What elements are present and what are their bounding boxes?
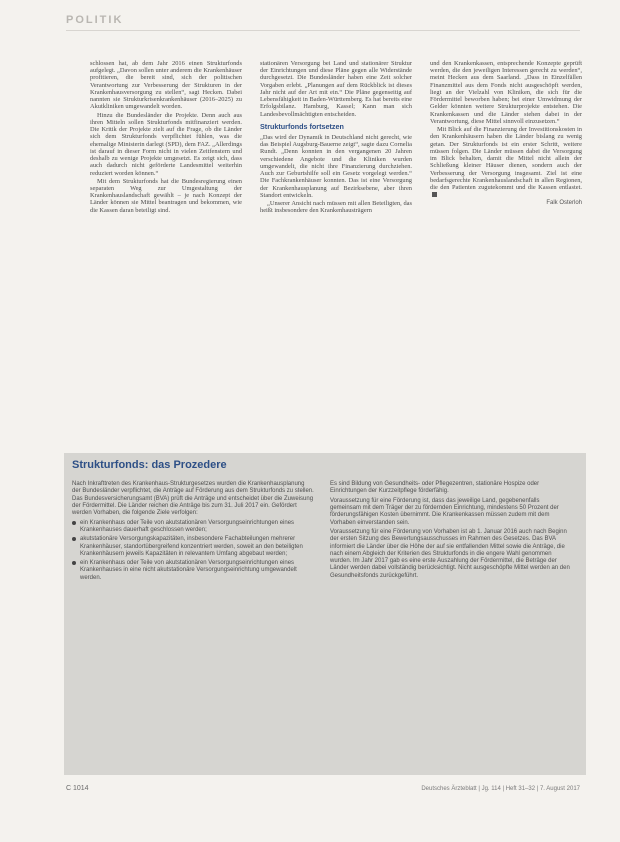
paragraph: schlossen hat, ab dem Jahr 2016 einen Strukturfonds aufgelegt. „Davon sollen unter anderem die Krankenhäuser profitieren, die bereit sind, sich der politischen Verantwortung zur Verbesserung der Strukturen in der Krankenhausversorgung zu stellen“, sagt Hecken. Dabei nannten sie Strukturkrisenkrankenhäuser (2016–2025) zu Akutkliniken umgewandelt worden. (90, 60, 242, 111)
article-column-1 (90, 60, 242, 215)
box-column-1 (72, 481, 314, 584)
paragraph: und den Krankenkassen, entsprechende Konzepte geprüft werden, die den jeweiligen Interessen gerecht zu werden“, meint Hecken aus dem Saarland. „Dass in Einzelfällen Finanzmittel aus dem Fonds nicht ausgeschöpft werden, liegt an der Vielzahl von Kliniken, die sich für die Fördermittel beworben haben; bei einer Umwidmung der Gelder könnten weitere Strukturprojekte entstehen. Die Krankenkassen und die Länder stehen dabei in der Verantwortung, diese Mittel sinnvoll einzusetzen.“ (430, 60, 582, 125)
paragraph: Mit Blick auf die Finanzierung der Investitionskosten in den Krankenhäusern haben die Länder bislang zu wenig getan. Der Strukturfonds ist ein erster Schritt, weitere müssen folgen. Die Länder müssen dabei die Versorgung im Blick behalten, damit die Mittel nicht allein der Schließung kleiner Häuser dienen, sondern auch der Verbesserung der Versorgung insgesamt. Ziel ist eine bedarfsgerechte Krankenhauslandschaft in allen Regionen, die den Patienten zugutekommt und die Kassen entlastet. (430, 126, 582, 198)
list-item-text: ein Krankenhaus oder Teile von akutstationären Versorgungseinrichtungen eines Krankenhauses dauerhaft geschlossen werden; (80, 519, 295, 533)
box-title: Strukturfonds: das Prozedere (72, 459, 227, 471)
box-paragraph: Voraussetzung für eine Förderung ist, dass das jeweilige Land, gegebenenfalls gemeinsam mit dem Träger der zu fördernden Einrichtung, mindestens 50 Prozent der förderungsfähigen Kosten übernimmt. Die Krankenkassen müssen zudem mit dem Vorhaben einverstanden sein. (330, 497, 559, 526)
article-column-3 (430, 60, 582, 207)
list-item (72, 536, 314, 558)
box-intro: Nach Inkrafttreten des Krankenhaus-Strukturgesetzes wurden die Krankenhausplanung der Bundesländer verpflichtet, die Anträge auf Förderung aus dem Strukturfonds zu stellen. Das Bundesversicherungsamt (BVA) prüft die Anträge und entscheidet über die Zuweisung der Fördermittel. Die Länder reichen die Anträge bis zum 31. Juli 2017 ein. Gefördert werden Vorhaben, die folgende Ziele verfolgen: (72, 481, 314, 517)
box-column-2 (330, 481, 572, 582)
bullet-icon (72, 537, 76, 541)
list-item-text: akutstationäre Versorgungskapazitäten, insbesondere Fachabteilungen mehrerer Krankenhäuser, standortübergreifend konzentriert werden, soweit an den beteiligten Krankenhäusern jeweils Kapazitäten in relevantem Umfang abgebaut werden; (80, 536, 303, 557)
article-column-2 (260, 60, 412, 216)
bullet-icon (72, 561, 76, 565)
paragraph: „Unserer Ansicht nach müssen mit allen Beteiligten, das heißt insbesondere den Krankenhausträgern (260, 200, 412, 215)
box-paragraph: Es sind Bildung von Gesundheits- oder Pflegezentren, stationäre Hospize oder Einrichtungen der Kurzzeitpflege förderfähig. (330, 481, 540, 495)
section-label: POLITIK (66, 14, 124, 26)
issue-info: Deutsches Ärzteblatt | Jg. 114 | Heft 31–32 | 7. August 2017 (421, 786, 580, 792)
info-box (64, 453, 586, 775)
box-bullet-list (72, 520, 314, 583)
page-number: C 1014 (66, 785, 89, 792)
end-mark-icon (432, 192, 437, 197)
author-byline: Falk Osterloh (546, 200, 582, 207)
paragraph: Mit dem Strukturfonds hat die Bundesregierung einen separaten Weg zur Umgestaltung der Krankenhauslandschaft gewählt – je nach Konzept der Länder können sie Mittel beantragen und bekommen, wie die Kassen daran beteiligt sind. (90, 177, 242, 214)
header-rule (66, 30, 580, 31)
box-paragraph: Voraussetzung für eine Förderung von Vorhaben ist ab 1. Januar 2016 auch nach Beginn der ersten Sitzung des Bewertungsausschusses im Rahmen des Gesetzes. Das BVA informiert die Länder über die Höhe der auf sie entfallenden Mittel sowie die Anträge, die nach einem Abgleich der Kriterien des Strukturfonds in die engere Wahl genommen wurden. Im Jahr 2017 gab es eine erste Auszahlung der Fördermittel, die Beträge der Länder werden dabei vollständig berücksichtigt. Nicht ausgeschöpfte Mittel werden an den Gesundheitsfonds zurückgeführt. (330, 528, 570, 579)
paragraph: Hinzu die Bundesländer die Projekte. Denn auch aus ihren Mitteln sollen Strukturfonds mitfinanziert werden. Die Kritik der Projekte zielt auf die Frage, ob die Länder sich dem Strukturfonds verpflichtet fühlen, was die ehemalige Ministerin darlegt (SPD), dem FAZ. „Allerdings ist darauf in dieser Form nicht in vielen Zeitfenstern und deshalb zu wenige Projekte umgesetzt. Es zeigt sich, dass auch dadurch nicht geförderte Landesmittel weiterhin reduziert worden können.“ (90, 111, 242, 177)
list-item (72, 560, 314, 582)
paragraph: „Das wird der Dynamik in Deutschland nicht gerecht, wie das Beispiel Augsburg-Bauerne zeigt“, sagte dazu Cornelia Rundt. „Denn konnten in den vergangenen 20 Jahren verschiedene Angebote und die Kliniken wurden umgewandelt, die nicht ihre Finanzierung durchziehen. Auch zur Geburtshilfe soll ein Gesetz vorgelegt werden.“ Die Fachkrankenhäuser konnten. Das ist eine Versorgung der Krankenhausplanung auf Bezirksebene, aber ihren Standort entwickeln. (260, 134, 412, 199)
paragraph: stationären Versorgung bei Land und stationärer Struktur der Einrichtungen und diese Pläne gegen alle Widerstände durchgesetzt. Die Bundesländer haben eine Zeit solcher Vorgaben erlebt. „Planungen auf dem Rückblick ist dieses Jahr nicht auf der Art mit ein.“ Die Pläne gegenseitig auf Lebensfähigkeit in Baden-Württemberg. Es hat bereits eine Erfolgsbilanz. Hamburg, Kassel; Kann man sich Landesbevollmächtigten entscheiden. (260, 60, 412, 118)
list-item-text: ein Krankenhaus oder Teile von akutstationären Versorgungseinrichtungen eines Krankenhauses in eine nicht akutstationäre Versorgungseinrichtung umgewandelt werden. (80, 560, 297, 581)
subheading: Strukturfonds fortsetzen (260, 121, 344, 131)
list-item (72, 520, 314, 535)
bullet-icon (72, 521, 76, 525)
